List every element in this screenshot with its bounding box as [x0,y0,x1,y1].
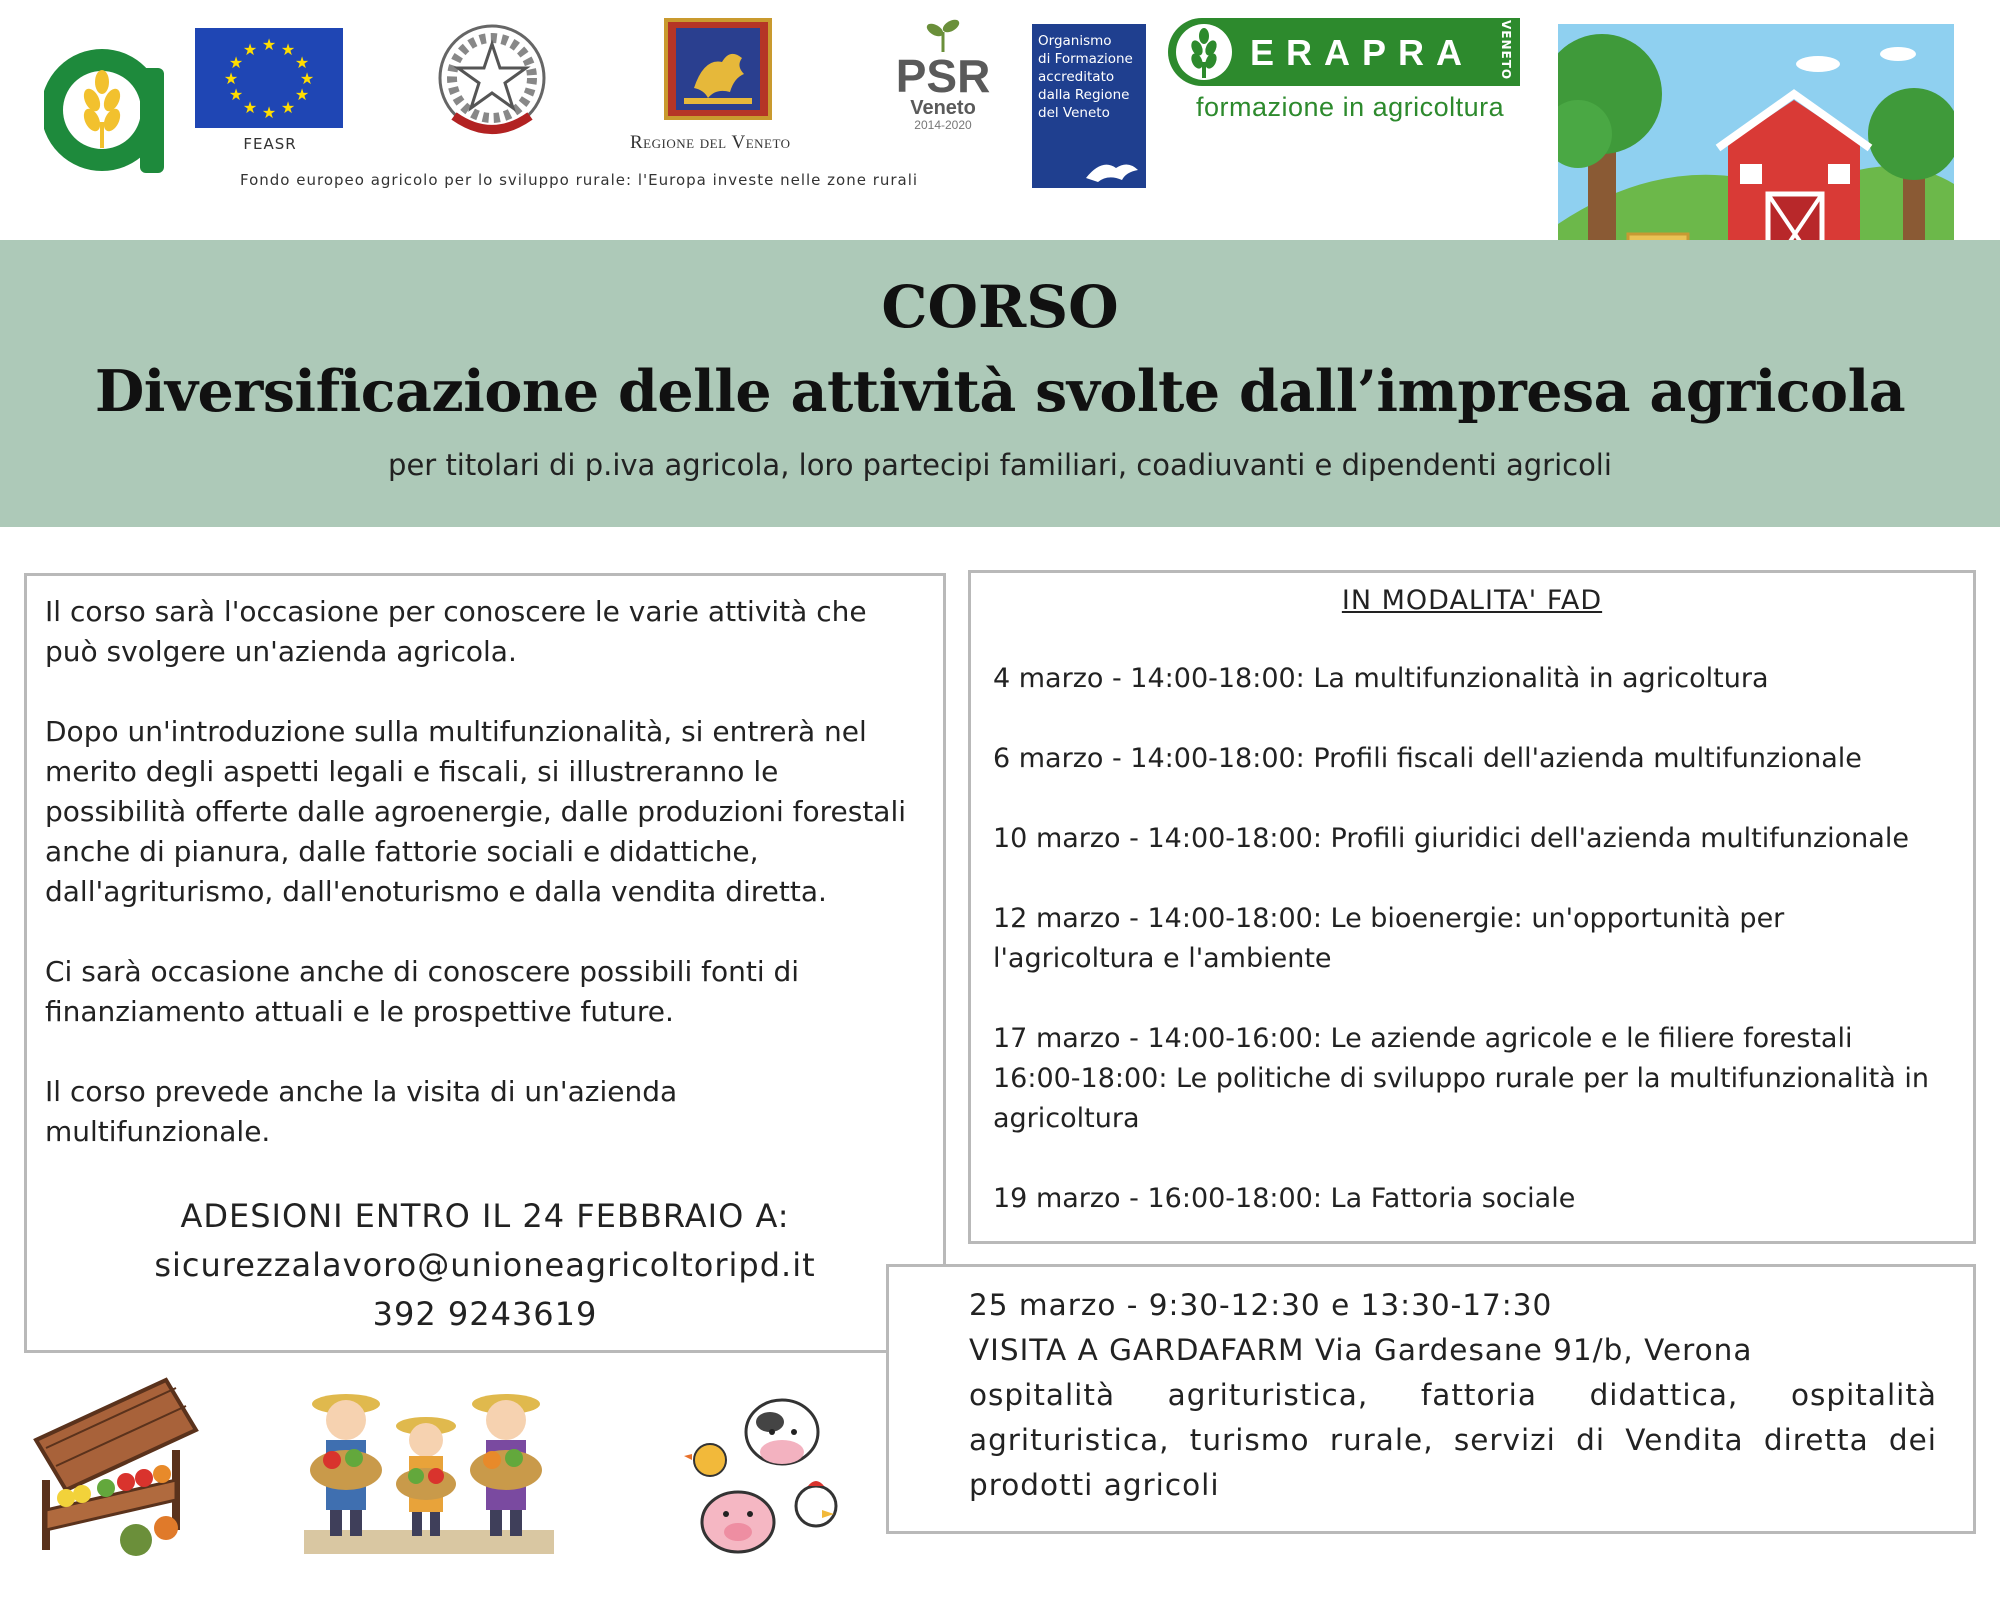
odf-line-4: dalla Regione [1038,87,1130,103]
deadline-text: ADESIONI ENTRO IL 24 FEBBRAIO A: [180,1197,790,1235]
svg-text:★: ★ [242,98,258,117]
psr-years: 2014-2020 [914,118,972,132]
course-subtitle: per titolari di p.iva agricola, loro partecipi familiari, coadiuvanti e dipendenti agricoli [388,448,1612,482]
description-paragraph: Dopo un'introduzione sulla multifunzionalità, si entrerà nel merito degli aspetti legali e fiscali, si illustreranno le possibilità offerte dalle agroenergie, dalle produzioni forestali anche di pianura, dalle fattorie sociali e didattiche, dall'agriturismo, dall'enoturismo e dalla vendita diretta. [45,715,907,908]
schedule-box [968,570,1976,1244]
description-paragraph: Ci sarà occasione anche di conoscere possibili fonti di finanziamento attuali e le prospettive future. [45,955,800,1028]
svg-text:★: ★ [261,35,277,54]
psr-name: PSR [895,50,991,102]
odf-line-3: accreditato [1038,69,1115,85]
odf-line-1: Organismo [1038,33,1112,49]
regione-veneto-label: Regione del Veneto [630,132,791,153]
psr-region: Veneto [910,97,976,119]
farmers-illustration [296,1380,566,1560]
svg-text:★: ★ [294,53,310,72]
market-stall-illustration [26,1370,206,1560]
erapra-logo [1168,18,1520,128]
visit-details: ospitalità agrituristica, fattoria didattica, ospitalità agrituristica, turismo rurale, servizi di Vendita diretta dei prodotti agricoli [969,1378,1937,1502]
description-text [45,592,925,1192]
fondo-europeo-caption: Fondo europeo agricolo per lo sviluppo rurale: l'Europa investe nelle zone rurali [240,171,919,189]
header-logos [0,0,2000,240]
schedule-list [993,659,1953,1259]
erapra-name: ERAPRA [1250,32,1475,73]
regione-veneto-lion-emblem [664,18,772,120]
feasr-label: FEASR [243,135,297,153]
description-paragraph: Il corso prevede anche la visita di un'azienda multifunzionale. [45,1075,678,1148]
schedule-item: 17 marzo - 14:00-16:00: Le aziende agricole e le filiere forestali 16:00-18:00: Le politiche di sviluppo rurale per la multifunzionalità in agricoltura [993,1023,1929,1134]
course-title: Diversificazione delle attività svolte dall’impresa agricola [94,358,1906,425]
sprout-icon [923,18,963,54]
winged-lion-icon [1082,154,1142,184]
odf-line-2: di Formazione [1038,51,1133,67]
unione-agricoltori-logo [44,38,166,178]
wheat-icon [1174,22,1234,82]
svg-text:★: ★ [228,85,244,104]
schedule-item: 10 marzo - 14:00-18:00: Profili giuridici dell'azienda multifunzionale [993,823,1909,854]
contact-phone[interactable]: 392 9243619 [372,1295,598,1333]
eu-flag-icon [195,28,343,128]
svg-text:★: ★ [299,69,315,88]
farm-animals-illustration [682,1386,852,1562]
schedule-item: 6 marzo - 14:00-18:00: Profili fiscali dell'azienda multifunzionale [993,743,1862,774]
schedule-item: 12 marzo - 14:00-18:00: Le bioenergie: un'opportunità per l'agricoltura e l'ambiente [993,903,1785,974]
svg-text:★: ★ [223,69,239,88]
erapra-tagline: formazione in agricoltura [1196,92,1505,122]
erapra-region: VENETO [1499,20,1513,81]
schedule-item: 19 marzo - 16:00-18:00: La Fattoria sociale [993,1183,1576,1214]
visit-place: VISITA A GARDAFARM Via Gardesane 91/b, Verona [969,1333,1753,1367]
visit-date: 25 marzo - 9:30-12:30 e 13:30-17:30 [969,1288,1553,1322]
schedule-title: IN MODALITA' FAD [1341,585,1603,616]
svg-text:★: ★ [261,103,277,122]
svg-text:★: ★ [280,98,296,117]
psr-logo [888,18,998,158]
contact-email[interactable]: sicurezzalavoro@unioneagricoltoripd.it [154,1246,816,1284]
description-paragraph: Il corso sarà l'occasione per conoscere le varie attività che può svolgere un'azienda agricola. [45,595,867,668]
odf-logo [1032,24,1146,188]
schedule-item: 4 marzo - 14:00-18:00: La multifunzionalità in agricoltura [993,663,1769,694]
svg-text:★: ★ [242,40,258,59]
description-box [24,573,946,1353]
svg-text:★: ★ [228,53,244,72]
visit-box [886,1264,1976,1534]
course-kicker: CORSO [881,273,1119,341]
contact-block [27,1192,943,1339]
repubblica-italiana-emblem [432,18,552,142]
visit-text [969,1283,1937,1508]
odf-line-5: del Veneto [1038,105,1110,121]
svg-text:★: ★ [294,85,310,104]
svg-text:★: ★ [280,40,296,59]
